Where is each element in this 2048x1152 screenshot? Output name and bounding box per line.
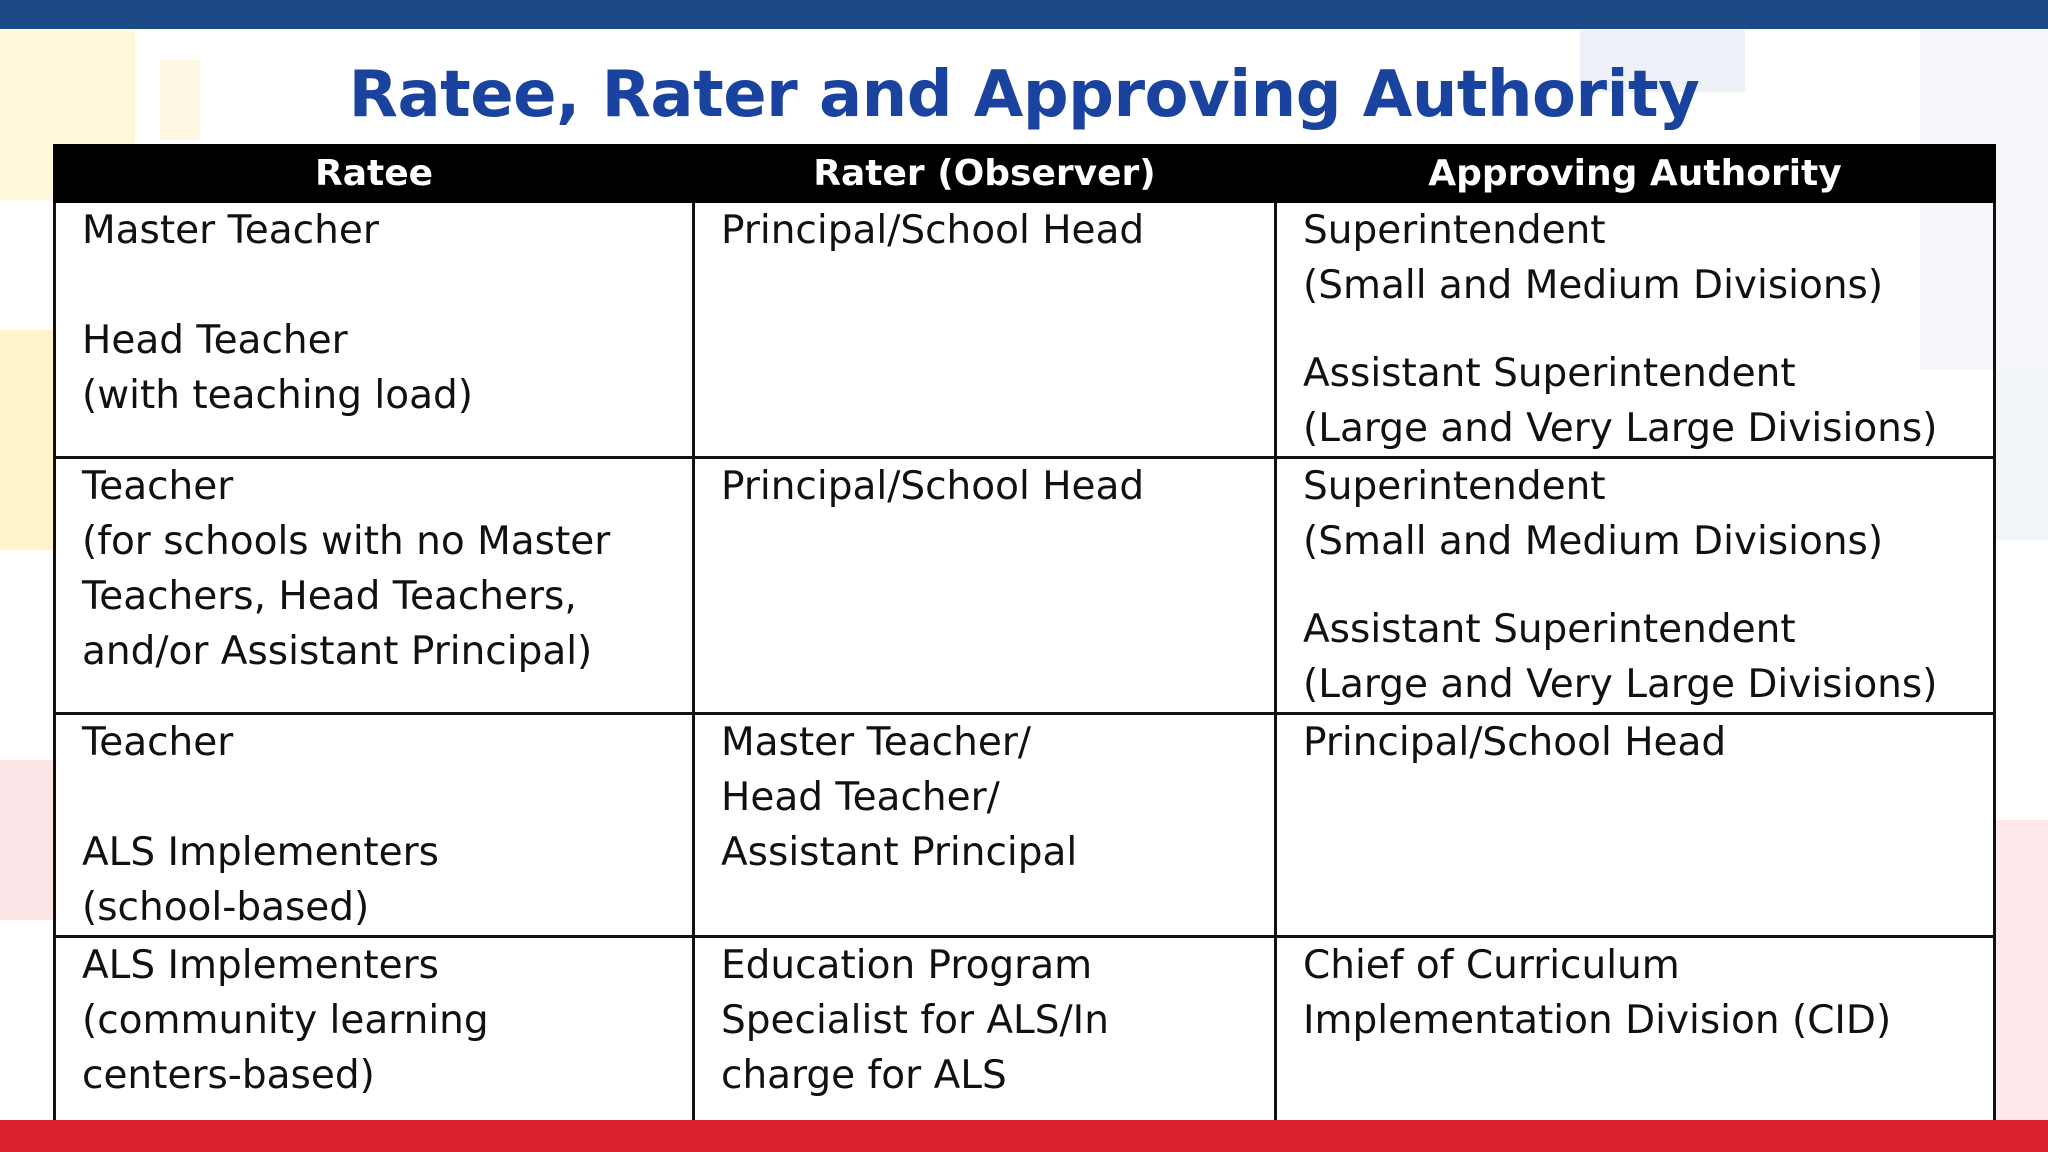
cell-text: Education Program [721, 943, 1093, 988]
rater-cell [694, 202, 1276, 458]
table-header-row [55, 146, 1995, 202]
header-approving-authority: Approving Authority [1276, 146, 1995, 202]
approving-cell [1276, 937, 1995, 1140]
cell-text: (school-based) [82, 885, 370, 930]
cell-text: Head Teacher [82, 318, 348, 363]
cell-text: (for schools with no Master [82, 519, 611, 564]
rater-cell [694, 458, 1276, 714]
decorative-tile [1995, 820, 2048, 1120]
ratee-cell [55, 458, 694, 714]
cell-text: and/or Assistant Principal) [82, 629, 593, 674]
cell-text: (Small and Medium Divisions) [1303, 519, 1884, 564]
approving-cell [1276, 458, 1995, 714]
cell-text: Master Teacher [82, 208, 379, 253]
ratee-cell [55, 937, 694, 1140]
cell-text: (Small and Medium Divisions) [1303, 263, 1884, 308]
cell-text: Superintendent [1303, 208, 1606, 253]
cell-text: Principal/School Head [721, 464, 1145, 509]
table-row [55, 202, 1995, 458]
cell-text: Master Teacher/ [721, 720, 1032, 765]
cell-text: Teachers, Head Teachers, [82, 574, 577, 619]
cell-text: ALS Implementers [82, 943, 439, 988]
cell-text: Superintendent [1303, 464, 1606, 509]
cell-text: Assistant Principal [721, 830, 1078, 875]
decorative-tile [0, 760, 55, 920]
table-row [55, 458, 1995, 714]
cell-text: Head Teacher/ [721, 775, 1000, 820]
rater-cell [694, 714, 1276, 937]
cell-text: Implementation Division (CID) [1303, 998, 1892, 1043]
bottom-accent-bar [0, 1120, 2048, 1152]
rater-cell [694, 937, 1276, 1140]
cell-text: centers-based) [82, 1053, 375, 1098]
cell-text: ALS Implementers [82, 830, 439, 875]
cell-text: charge for ALS [721, 1053, 1007, 1098]
decorative-tile [1995, 370, 2048, 540]
ratee-cell [55, 714, 694, 937]
cell-text: Principal/School Head [721, 208, 1145, 253]
cell-text: (Large and Very Large Divisions) [1303, 662, 1938, 707]
cell-text: (with teaching load) [82, 373, 473, 418]
cell-text: Specialist for ALS/In [721, 998, 1109, 1043]
table-row [55, 714, 1995, 937]
slide-title: Ratee, Rater and Approving Authority [348, 58, 1700, 132]
cell-text: Assistant Superintendent [1303, 351, 1796, 396]
header-ratee: Ratee [55, 146, 694, 202]
approving-cell [1276, 202, 1995, 458]
cell-text: Chief of Curriculum [1303, 943, 1680, 988]
ratee-cell [55, 202, 694, 458]
cell-text: Teacher [82, 720, 234, 765]
decorative-tile [0, 330, 55, 550]
cell-text: (Large and Very Large Divisions) [1303, 406, 1938, 451]
cell-text: Assistant Superintendent [1303, 607, 1796, 652]
top-accent-bar [0, 0, 2048, 29]
ratee-rater-table [53, 144, 1996, 1141]
table-row [55, 937, 1995, 1140]
header-rater: Rater (Observer) [694, 146, 1276, 202]
approving-cell [1276, 714, 1995, 937]
cell-text: Principal/School Head [1303, 720, 1727, 765]
cell-text: Teacher [82, 464, 234, 509]
cell-text: (community learning [82, 998, 489, 1043]
